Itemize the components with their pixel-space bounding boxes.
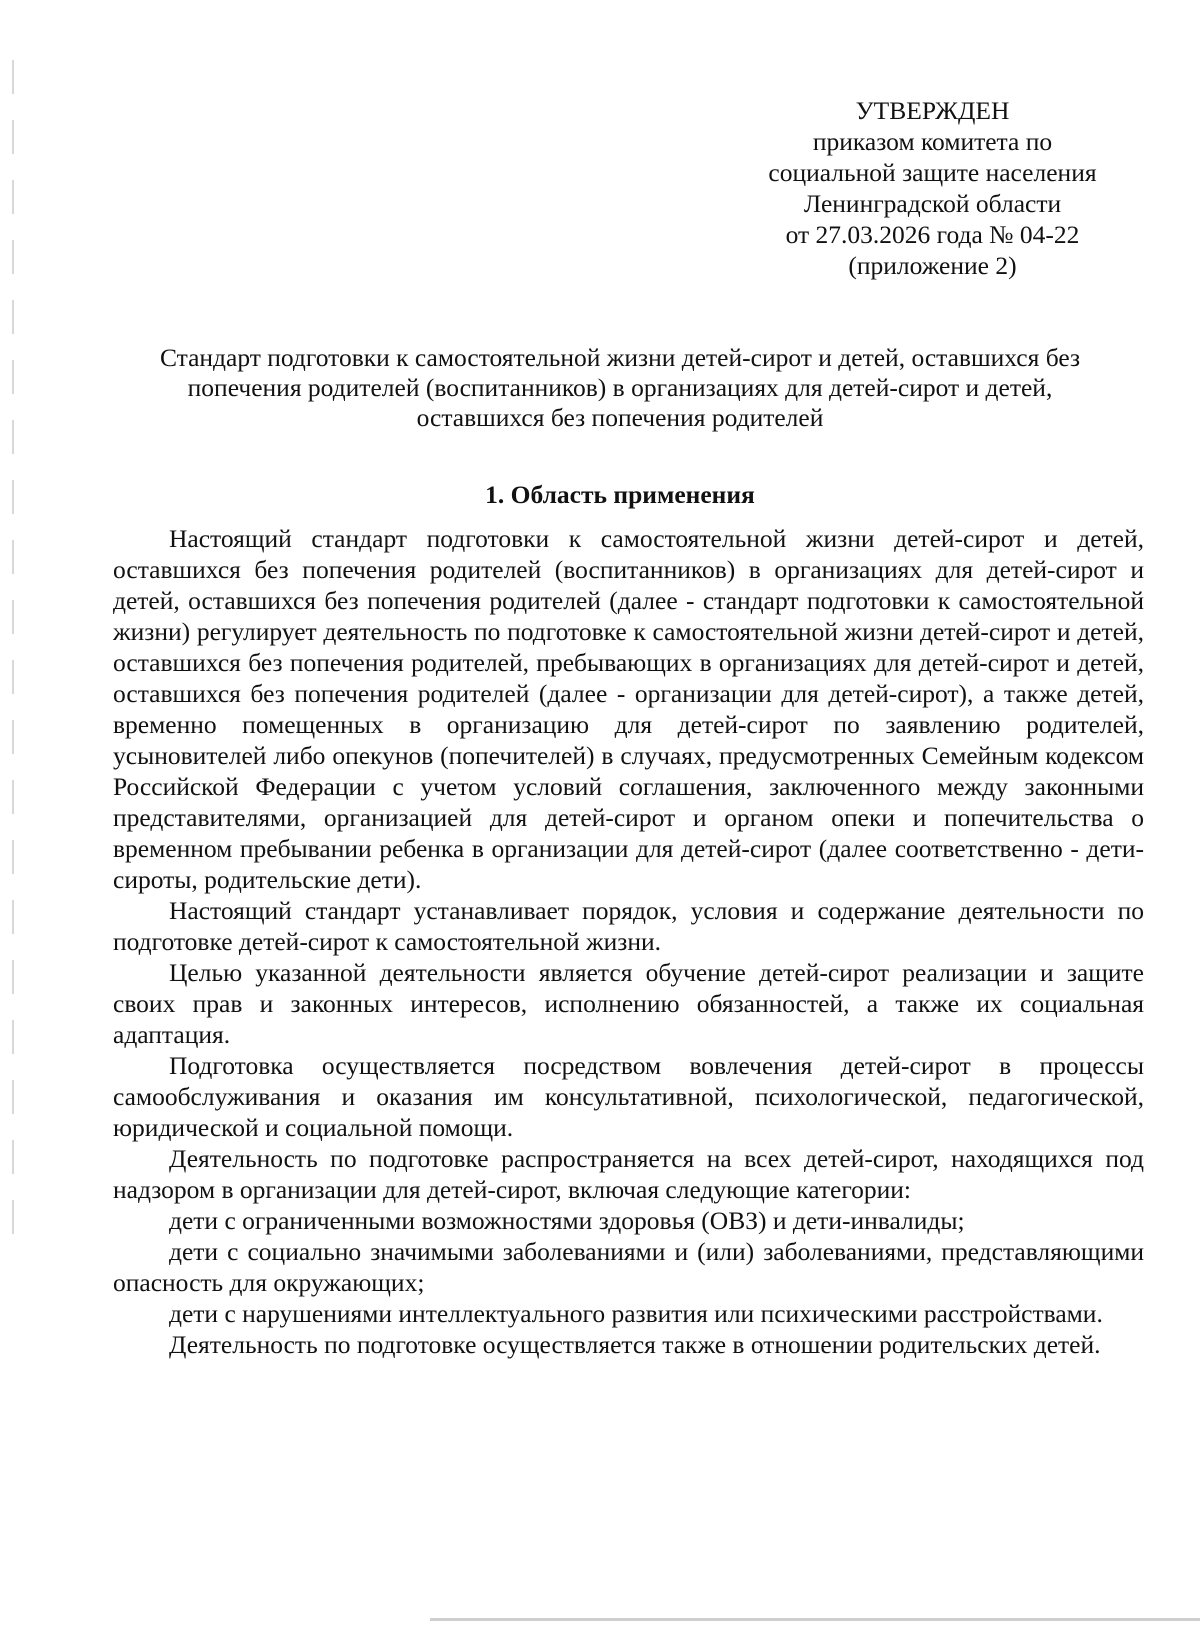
category-item: дети с ограниченными возможностями здоровья (ОВЗ) и дети-инвалиды;	[169, 1206, 965, 1235]
paragraph: Настоящий стандарт устанавливает порядок, условия и содержание деятельности по подготовке детей-сирот к самостоятельной жизни.	[113, 896, 1144, 956]
title-line: Стандарт подготовки к самостоятельной жизни детей-сирот и детей, оставшихся без	[159, 343, 1081, 372]
scan-edge-artifact	[12, 60, 14, 1240]
closing-paragraph: Деятельность по подготовке осуществляется также в отношении родительских детей.	[169, 1330, 1101, 1359]
paragraph: Целью указанной деятельности является обучение детей-сирот реализации и защите своих прав и законных интересов, исполнению обязанностей, а также их социальная адаптация.	[113, 958, 1144, 1049]
category-item: дети с нарушениями интеллектуального развития или психическими расстройствами.	[169, 1299, 1103, 1328]
approval-line: УТВЕРЖДЕН	[855, 96, 1010, 125]
approval-line: приказом комитета по	[812, 127, 1053, 156]
paragraph: Деятельность по подготовке распространяется на всех детей-сирот, находящихся под надзором в организации для детей-сирот, включая следующие категории:	[113, 1144, 1144, 1204]
approval-line: Ленинградской области	[803, 189, 1062, 218]
scan-bottom-artifact	[430, 1618, 1200, 1621]
title-line: попечения родителей (воспитанников) в организациях для детей-сирот и детей,	[187, 373, 1053, 402]
approval-line: (приложение 2)	[848, 251, 1017, 280]
document-title	[100, 343, 1140, 433]
paragraph: Настоящий стандарт подготовки к самостоятельной жизни детей-сирот и детей, оставшихся без попечения родителей (воспитанников) в организациях для детей-сирот и детей, оставшихся без попечения родителей (далее - стандарт подготовки к самостоятельной жизни) регулирует деятельность по подготовке к самостоятельной жизни детей-сирот и детей, оставшихся без попечения родителей, пребывающих в организациях для детей-сирот и детей, оставшихся без попечения родителей (далее - организации для детей-сирот), а также детей, временно помещенных в организацию для детей-сирот по заявлению родителей, усыновителей либо опекунов (попечителей) в случаях, предусмотренных Семейным кодексом Российской Федерации с учетом условий соглашения, заключенного между законными представителями, организацией для детей-сирот и органом опеки и попечительства о временном пребывании ребенка в организации для детей-сирот (далее соответственно - дети-сироты, родительские дети).	[113, 524, 1144, 894]
section-heading: 1. Область применения	[485, 480, 755, 509]
approval-line: от 27.03.2026 года № 04-22	[785, 220, 1080, 249]
category-item: дети с социально значимыми заболеваниями и (или) заболеваниями, представляющими опасность для окружающих;	[113, 1237, 1144, 1297]
title-line: оставшихся без попечения родителей	[416, 403, 824, 432]
approval-block	[740, 95, 1125, 281]
approval-line: социальной защите населения	[768, 158, 1097, 187]
paragraph: Подготовка осуществляется посредством вовлечения детей-сирот в процессы самообслуживания и оказания им консультативной, психологической, педагогической, юридической и социальной помощи.	[113, 1051, 1144, 1142]
section-body	[113, 523, 1144, 1360]
